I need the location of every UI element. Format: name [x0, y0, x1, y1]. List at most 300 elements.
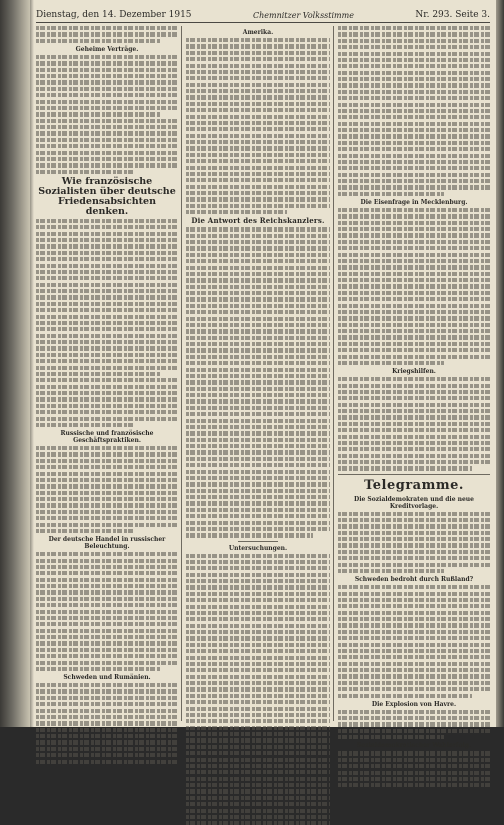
text-line [338, 342, 490, 346]
text-line [186, 668, 330, 672]
article-text [338, 585, 490, 698]
text-line [186, 178, 330, 182]
text-line [36, 219, 178, 223]
text-line [186, 393, 330, 397]
text-line [186, 191, 330, 195]
text-line [186, 636, 330, 640]
article-heading: Sozialdemokratischer Wahlerfolg. [338, 742, 490, 749]
text-line [186, 751, 330, 755]
text-line [338, 122, 490, 126]
text-line [338, 662, 490, 666]
article-heading: Schweden bedroht durch Rußland? [338, 576, 490, 583]
text-line [36, 289, 178, 293]
text-line [338, 783, 490, 787]
article-heading: Kriegshilfen. [338, 368, 490, 375]
text-line [186, 617, 330, 621]
text-line [338, 192, 444, 196]
column-1 [36, 26, 178, 721]
text-line [186, 89, 330, 93]
text-line [338, 415, 490, 419]
text-line [36, 571, 178, 575]
text-line [186, 521, 330, 525]
text-line [338, 221, 490, 225]
text-line [186, 234, 330, 238]
column-3 [338, 26, 490, 721]
text-line [186, 707, 330, 711]
text-line [186, 470, 330, 474]
article-heading: Amerika. [186, 29, 330, 36]
text-line [36, 446, 178, 450]
text-line [338, 134, 490, 138]
text-line [338, 537, 490, 541]
text-line [338, 569, 444, 573]
text-line [186, 802, 330, 806]
text-line [186, 489, 330, 493]
text-line [186, 726, 330, 730]
section-title-telegramme: Telegramme. [338, 479, 490, 493]
text-line [186, 210, 287, 214]
text-line [338, 441, 490, 445]
text-line [186, 809, 330, 813]
text-line [36, 734, 178, 738]
text-line [36, 232, 178, 236]
article-heading: Die Eisenfrage in Mecklenburg. [338, 199, 490, 206]
text-line [36, 404, 178, 408]
text-line [186, 368, 330, 372]
text-line [36, 39, 161, 43]
text-line [186, 585, 330, 589]
text-line [36, 238, 178, 242]
text-line [186, 272, 330, 276]
text-line [186, 348, 330, 352]
text-line [338, 617, 490, 621]
text-line [36, 359, 178, 363]
text-line [36, 32, 178, 36]
text-line [186, 681, 330, 685]
text-line [338, 297, 490, 301]
text-line [36, 106, 178, 110]
text-line [186, 336, 330, 340]
text-line [338, 454, 490, 458]
text-line [338, 771, 490, 775]
text-line [338, 729, 490, 733]
text-line [36, 74, 178, 78]
text-line [36, 503, 178, 507]
text-line [36, 353, 178, 357]
text-line [36, 225, 178, 229]
article-heading: Russische und französische Geschäftspraktiken. [36, 430, 178, 444]
text-line [338, 524, 490, 528]
text-line [338, 45, 490, 49]
article-text [36, 683, 178, 764]
text-line [186, 450, 330, 454]
text-line [338, 377, 490, 381]
text-line [186, 412, 330, 416]
text-line [338, 649, 490, 653]
text-line [36, 151, 178, 155]
text-line [338, 518, 490, 522]
header-masthead: Chemnitzer Volksstimme [253, 11, 354, 20]
text-line [36, 641, 178, 645]
text-line [186, 240, 330, 244]
text-line [36, 119, 178, 123]
text-line [338, 512, 490, 516]
text-line [338, 722, 490, 726]
text-line [36, 131, 178, 135]
text-line [338, 435, 490, 439]
text-line [186, 560, 330, 564]
text-line [338, 253, 490, 257]
text-line [186, 566, 330, 570]
text-line [186, 777, 330, 781]
text-line [338, 460, 490, 464]
column-2 [186, 26, 330, 721]
text-line [186, 57, 330, 61]
text-line [186, 444, 330, 448]
text-line [186, 579, 330, 583]
text-line [186, 76, 330, 80]
text-line [186, 323, 330, 327]
text-line [338, 329, 490, 333]
text-line [338, 39, 490, 43]
text-line [338, 687, 490, 691]
text-line [338, 643, 490, 647]
text-line [186, 656, 330, 660]
text-line [186, 64, 330, 68]
text-line [186, 387, 330, 391]
text-line [338, 550, 490, 554]
text-line [36, 728, 178, 732]
text-line [36, 654, 178, 658]
article-heading: Schweden und Rumänien. [36, 674, 178, 681]
text-line [186, 611, 330, 615]
text-line [186, 197, 330, 201]
text-line [186, 259, 330, 263]
text-line [338, 592, 490, 596]
text-line [338, 585, 490, 589]
text-line [338, 422, 490, 426]
page-fold-shadow [30, 0, 34, 727]
text-line [36, 635, 178, 639]
text-line [338, 265, 490, 269]
text-line [338, 674, 490, 678]
text-line [338, 208, 490, 212]
article-text [338, 512, 490, 574]
text-line [36, 472, 178, 476]
text-line [186, 694, 330, 698]
text-line [186, 51, 330, 55]
text-line [36, 163, 178, 167]
text-line [36, 740, 178, 744]
text-line [186, 598, 330, 602]
text-line [36, 478, 178, 482]
text-line [186, 310, 330, 314]
text-line [36, 366, 178, 370]
text-line [338, 147, 490, 151]
column-rule [181, 26, 182, 721]
text-line [186, 134, 330, 138]
text-line [338, 26, 490, 30]
text-line [36, 661, 178, 665]
text-line [36, 629, 178, 633]
text-line [186, 630, 330, 634]
text-line [186, 399, 330, 403]
text-line [186, 533, 313, 537]
text-line [338, 278, 490, 282]
text-line [338, 71, 490, 75]
left-page-edge [0, 0, 30, 727]
text-line [186, 406, 330, 410]
page-header [36, 6, 490, 23]
text-line [338, 428, 490, 432]
text-line [36, 423, 135, 427]
text-line [186, 687, 330, 691]
text-line [36, 244, 178, 248]
article-heading: Untersuchungen. [186, 545, 330, 552]
text-line [338, 716, 490, 720]
text-line [36, 270, 178, 274]
text-line [186, 495, 330, 499]
text-line [186, 463, 330, 467]
text-line [186, 573, 330, 577]
text-line [36, 378, 178, 382]
text-line [36, 590, 178, 594]
text-line [186, 482, 330, 486]
article-text [338, 26, 490, 196]
text-line [186, 317, 330, 321]
text-line [36, 112, 161, 116]
text-line [36, 264, 178, 268]
text-line [338, 304, 490, 308]
text-line [186, 675, 330, 679]
text-line [338, 563, 490, 567]
text-line [36, 696, 178, 700]
text-line [36, 61, 178, 65]
text-line [36, 55, 178, 59]
text-line [186, 738, 330, 742]
text-line [36, 616, 178, 620]
separator [238, 541, 278, 542]
text-line [36, 497, 178, 501]
text-line [186, 297, 330, 301]
text-line [186, 166, 330, 170]
text-line [186, 172, 330, 176]
article-heading: Geheime Verträge. [36, 46, 178, 53]
text-line [186, 821, 330, 825]
text-line [186, 649, 330, 653]
text-line [338, 115, 490, 119]
text-line [36, 397, 178, 401]
text-line [36, 523, 178, 527]
text-line [338, 284, 490, 288]
text-line [36, 372, 161, 376]
text-line [338, 58, 490, 62]
text-line [338, 52, 490, 56]
text-line [36, 610, 178, 614]
text-line [186, 419, 330, 423]
text-line [338, 531, 490, 535]
text-line [186, 278, 330, 282]
text-line [36, 308, 178, 312]
text-line [186, 102, 330, 106]
text-line [186, 508, 330, 512]
text-line [186, 662, 330, 666]
text-line [36, 417, 178, 421]
text-line [36, 295, 178, 299]
text-line [186, 438, 330, 442]
text-line [36, 753, 178, 757]
text-line [338, 323, 490, 327]
text-line [36, 709, 178, 713]
text-line [36, 529, 135, 533]
header-page-number: Nr. 293. Seite 3. [415, 10, 490, 20]
text-line [36, 689, 178, 693]
text-line [186, 108, 330, 112]
text-line [186, 605, 330, 609]
text-line [36, 257, 178, 261]
text-line [186, 758, 330, 762]
text-line [338, 403, 490, 407]
header-date: Dienstag, den 14. Dezember 1915 [36, 10, 192, 20]
text-line [186, 291, 330, 295]
text-line [338, 77, 490, 81]
article-text [338, 751, 490, 787]
text-line [338, 409, 490, 413]
text-line [186, 476, 330, 480]
text-line [338, 154, 490, 158]
text-line [338, 227, 490, 231]
text-line [338, 758, 490, 762]
article-text [338, 377, 490, 470]
text-line [36, 552, 178, 556]
text-line [36, 597, 178, 601]
text-line [36, 80, 178, 84]
text-line [36, 302, 178, 306]
text-line [338, 604, 490, 608]
text-line [36, 100, 178, 104]
text-line [338, 556, 490, 560]
text-line [186, 266, 330, 270]
text-line [338, 611, 490, 615]
text-line [36, 491, 178, 495]
text-line [36, 622, 178, 626]
text-line [36, 125, 178, 129]
text-line [338, 259, 490, 263]
text-line [186, 374, 330, 378]
text-line [338, 636, 490, 640]
article-text [36, 26, 178, 43]
article-heading: Der deutsche Handel in russischer Beleuchtung. [36, 536, 178, 550]
text-line [338, 233, 490, 237]
column-rule [333, 26, 334, 721]
text-line [186, 285, 330, 289]
text-line [338, 185, 490, 189]
text-line [186, 554, 330, 558]
text-line [36, 346, 178, 350]
text-line [186, 185, 330, 189]
text-line [186, 253, 330, 257]
text-line [36, 144, 178, 148]
text-line [338, 668, 490, 672]
text-line [36, 68, 178, 72]
text-line [186, 789, 330, 793]
text-line [186, 745, 330, 749]
text-line [36, 584, 178, 588]
article-text [186, 554, 330, 825]
text-line [36, 465, 178, 469]
text-line [186, 204, 330, 208]
text-line [36, 283, 178, 287]
text-line [338, 272, 490, 276]
text-line [338, 384, 490, 388]
text-line [186, 70, 330, 74]
text-line [186, 425, 330, 429]
text-line [186, 514, 330, 518]
text-line [186, 355, 330, 359]
text-line [36, 747, 178, 751]
text-line [36, 459, 178, 463]
text-line [186, 770, 330, 774]
text-line [36, 452, 178, 456]
text-line [186, 732, 330, 736]
text-line [186, 140, 330, 144]
text-line [186, 329, 330, 333]
text-line [36, 276, 178, 280]
text-line [338, 214, 490, 218]
text-line [186, 127, 330, 131]
text-line [338, 751, 490, 755]
text-line [338, 630, 490, 634]
text-line [36, 410, 178, 414]
text-line [36, 93, 178, 97]
article-heading: Die Antwort des Reichskanzlers. [186, 217, 330, 225]
text-line [186, 153, 330, 157]
text-line [338, 466, 472, 470]
text-line [36, 315, 178, 319]
text-line [36, 157, 178, 161]
text-line [338, 694, 472, 698]
text-line [36, 251, 178, 255]
text-line [36, 667, 161, 671]
text-line [338, 598, 490, 602]
text-line [36, 683, 178, 687]
text-line [338, 246, 490, 250]
text-line [186, 342, 330, 346]
text-line [36, 87, 178, 91]
text-line [186, 624, 330, 628]
text-line [186, 44, 330, 48]
text-line [36, 484, 178, 488]
article-text [36, 219, 178, 427]
text-line [186, 304, 330, 308]
text-line [338, 735, 444, 739]
text-line [186, 783, 330, 787]
article-text [186, 227, 330, 537]
text-line [338, 291, 490, 295]
text-line [338, 710, 490, 714]
text-line [186, 592, 330, 596]
text-line [36, 385, 178, 389]
text-line [186, 361, 330, 365]
text-line [338, 543, 490, 547]
text-line [36, 170, 135, 174]
text-line [338, 128, 490, 132]
article-text [186, 38, 330, 214]
article-heading: Die Explosion von Havre. [338, 701, 490, 708]
text-line [36, 578, 178, 582]
article-text [338, 208, 490, 365]
text-line [338, 623, 490, 627]
